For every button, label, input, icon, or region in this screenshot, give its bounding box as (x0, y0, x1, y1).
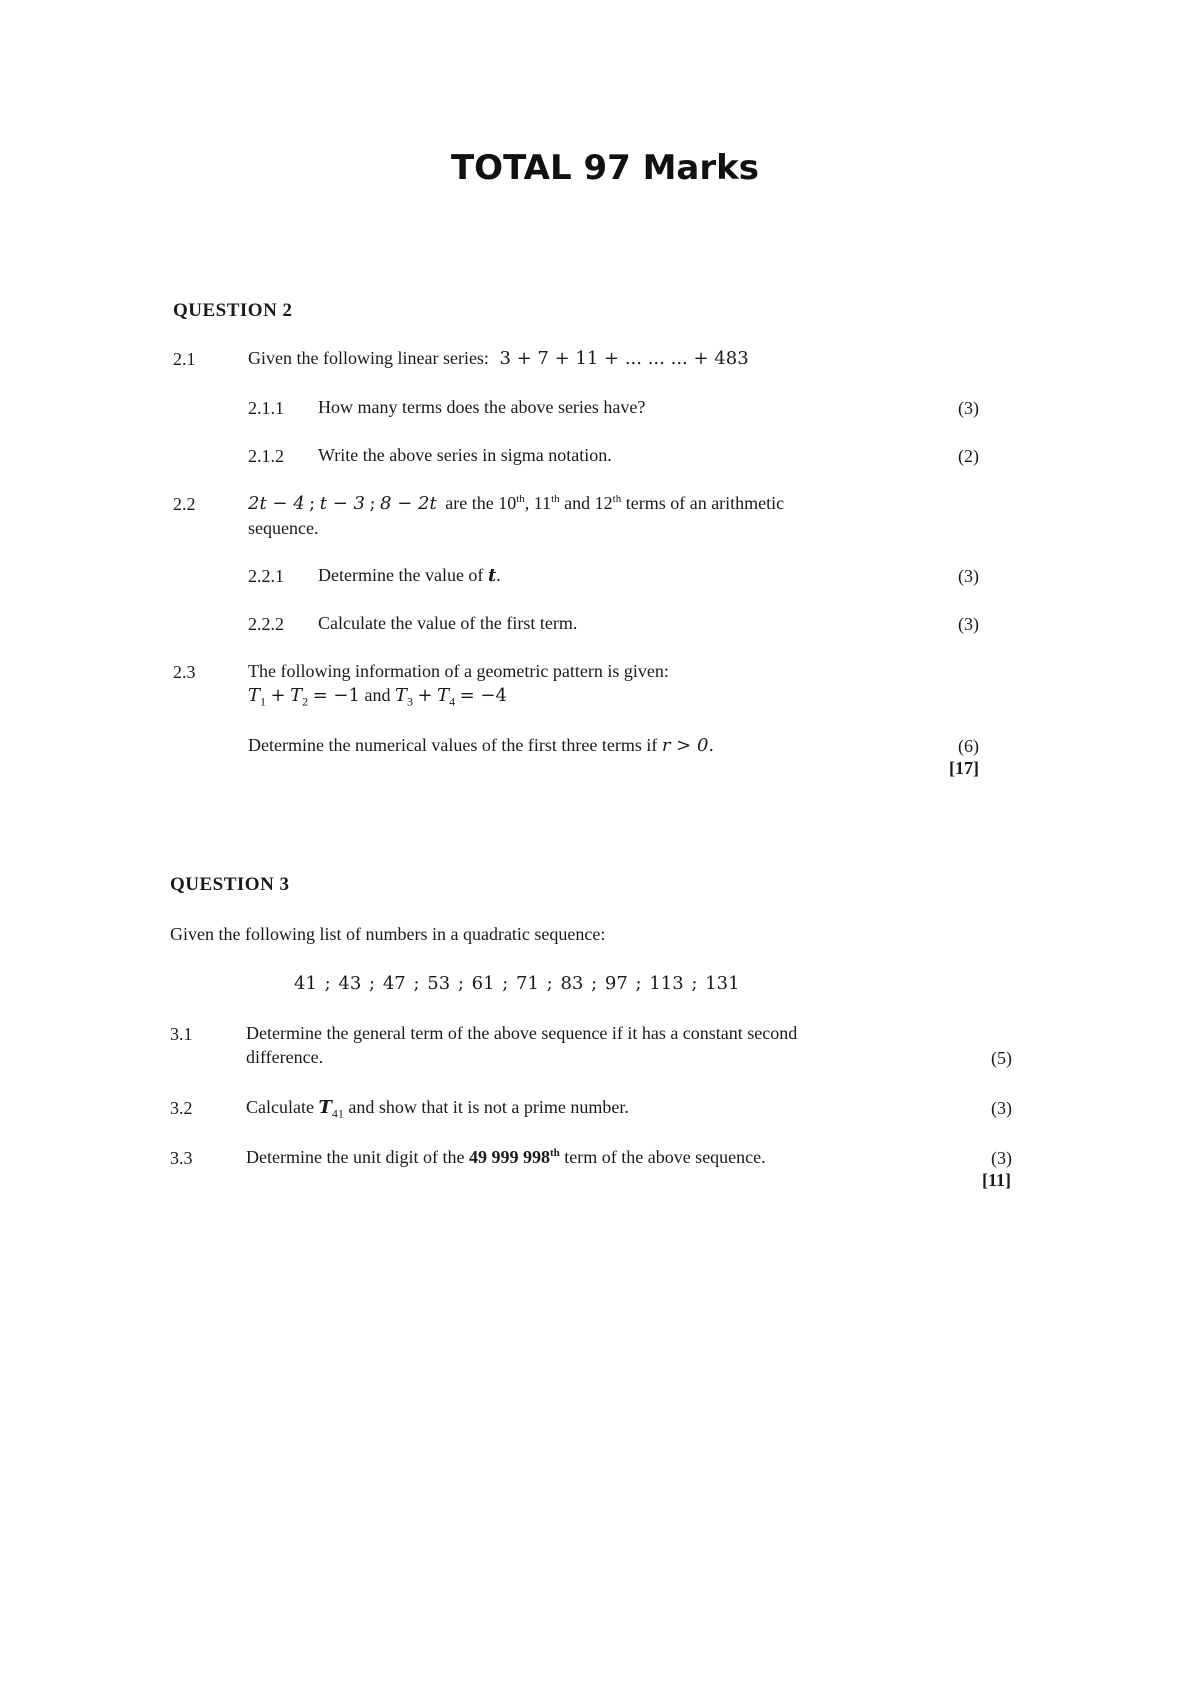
expr-8-minus-2t: 8 − 2t (380, 493, 437, 514)
item-2-1-1-text: How many terms does the above series have? (318, 397, 646, 417)
item-2-3-task: Determine the numerical values of the first three terms if r > 0. (248, 735, 715, 756)
item-2-1-text (248, 346, 749, 371)
item-2-1-1-number: 2.1.1 (248, 398, 284, 418)
item-2-2-text-line2: sequence. (248, 518, 319, 538)
item-3-3-marks: (3) (991, 1148, 1012, 1168)
item-2-1-2-text: Write the above series in sigma notation. (318, 445, 612, 465)
item-2-3-number: 2.3 (173, 662, 196, 682)
question-3-heading: QUESTION 3 (170, 874, 290, 895)
item-2-2-2-number: 2.2.2 (248, 614, 284, 634)
item-2-1-series: 3 + 7 + 11 + ... ... ... + 483 (499, 348, 749, 369)
question-2-heading: QUESTION 2 (173, 300, 293, 321)
item-3-1-marks: (5) (991, 1048, 1012, 1068)
item-2-2-2-text: Calculate the value of the first term. (318, 613, 578, 633)
variable-t: t (487, 565, 497, 586)
item-2-1-2-marks: (2) (958, 446, 979, 466)
quadratic-sequence: 41 ; 43 ; 47 ; 53 ; 61 ; 71 ; 83 ; 97 ; 113 ; 131 (294, 973, 740, 994)
item-3-3-text: Determine the unit digit of the 49 999 998th term of the above sequence. (246, 1147, 766, 1167)
item-2-3-marks: (6) (958, 736, 979, 756)
item-2-3-condition: $T_1 + T_2 = -1$ and $T_3 + T_4 = -4$ (248, 685, 507, 709)
item-3-2-text: Calculate $T_{41}$ and show that it is not a prime number. (246, 1097, 629, 1121)
expr-t-minus-3: t − 3 (319, 493, 365, 514)
item-2-2-1-marks: (3) (958, 566, 979, 586)
item-3-2-number: 3.2 (170, 1098, 193, 1118)
question-3-total: [11] (982, 1170, 1011, 1190)
item-2-2-number: 2.2 (173, 494, 196, 514)
item-2-3-text: The following information of a geometric pattern is given: (248, 661, 669, 681)
question-2-total: [17] (949, 758, 979, 778)
item-3-1-line1: Determine the general term of the above sequence if it has a constant second (246, 1023, 798, 1043)
item-3-2-marks: (3) (991, 1098, 1012, 1118)
item-2-2-1-number: 2.2.1 (248, 566, 284, 586)
item-2-2-text-line1: 2t − 4 ; t − 3 ; 8 − 2t are the 10th, 11th and 12th terms of an arithmetic (248, 493, 785, 514)
item-3-1-line2: difference. (246, 1047, 324, 1067)
item-2-1-1-marks: (3) (958, 398, 979, 418)
item-3-1-number: 3.1 (170, 1024, 193, 1044)
item-3-3-number: 3.3 (170, 1148, 193, 1168)
question-3-intro: Given the following list of numbers in a quadratic sequence: (170, 924, 606, 944)
item-2-2-2-marks: (3) (958, 614, 979, 634)
expr-2t-minus-4: 2t − 4 (248, 493, 305, 514)
item-2-1-number: 2.1 (173, 349, 196, 369)
item-2-2-1-text: Determine the value of t. (318, 565, 501, 586)
item-2-1-2-number: 2.1.2 (248, 446, 284, 466)
page-title: TOTAL 97 Marks (450, 148, 759, 188)
item-2-1-intro: Given the following linear series: (248, 348, 489, 368)
